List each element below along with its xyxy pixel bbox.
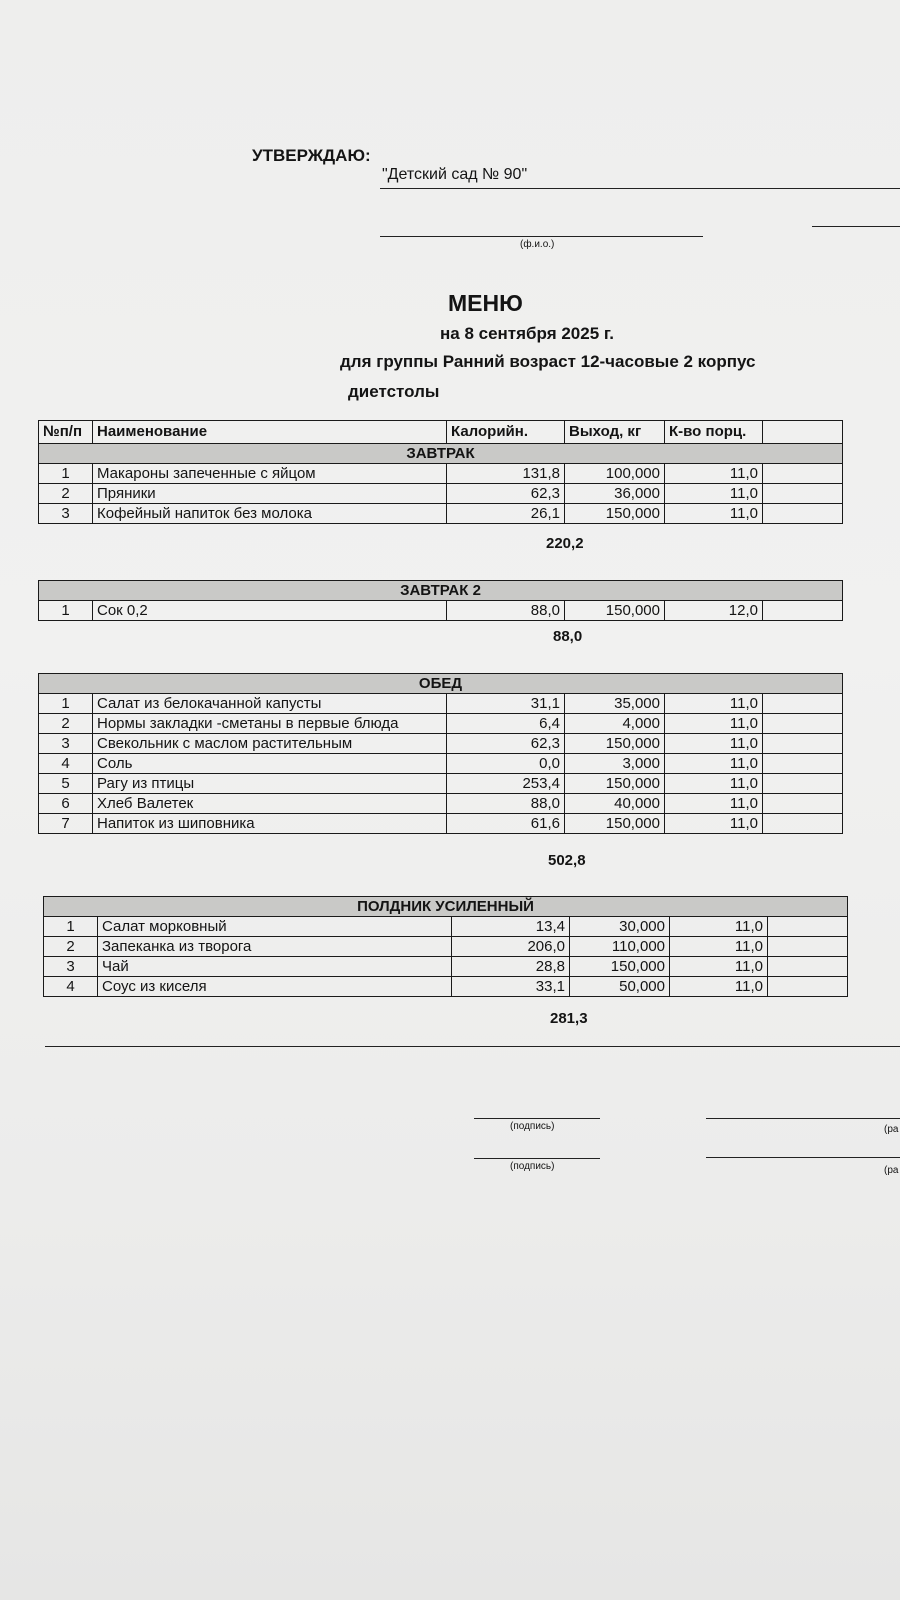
table-row [44,937,848,957]
cell-output: 35,000 [565,694,665,714]
cell-index: 4 [39,754,93,774]
signature-right-caption-1: (ра [884,1124,899,1135]
cell-index: 1 [39,464,93,484]
bottom-divider [45,1046,900,1047]
cell-index: 3 [44,957,98,977]
table-row [44,917,848,937]
cell-index: 2 [39,714,93,734]
cell-portions: 11,0 [665,734,763,754]
cell-output: 150,000 [565,774,665,794]
menu-subgroup: диетстолы [348,382,440,401]
section-title: ОБЕД [39,674,843,694]
col-header-name: Наименование [93,421,447,444]
cell-extra [763,464,843,484]
cell-portions: 11,0 [670,917,768,937]
organization-line [380,188,900,189]
cell-portions: 11,0 [665,754,763,774]
signature-line-1 [474,1118,600,1119]
cell-output: 30,000 [570,917,670,937]
cell-name: Салат из белокачанной капусты [93,694,447,714]
fio-caption: (ф.и.о.) [520,239,555,250]
cell-calories: 28,8 [452,957,570,977]
signature-right-caption-2: (ра [884,1165,899,1176]
cell-extra [763,601,843,621]
cell-calories: 13,4 [452,917,570,937]
table-row [39,484,843,504]
cell-name: Чай [98,957,452,977]
cell-name: Соус из киселя [98,977,452,997]
cell-extra [768,917,848,937]
lunch-table [38,673,843,834]
table-row [39,754,843,774]
section-row-snack [44,897,848,917]
menu-date: на 8 сентября 2025 г. [440,324,614,343]
cell-output: 150,000 [565,814,665,834]
cell-extra [763,484,843,504]
lunch-total: 502,8 [548,852,586,869]
cell-name: Запеканка из творога [98,937,452,957]
cell-output: 50,000 [570,977,670,997]
cell-extra [763,754,843,774]
cell-portions: 11,0 [665,774,763,794]
cell-portions: 11,0 [665,794,763,814]
page-title: МЕНЮ [448,290,523,316]
cell-portions: 11,0 [670,957,768,977]
cell-calories: 0,0 [447,754,565,774]
cell-extra [763,714,843,734]
section-row-lunch [39,674,843,694]
cell-portions: 11,0 [665,714,763,734]
table-row [39,774,843,794]
cell-extra [763,734,843,754]
cell-index: 2 [44,937,98,957]
cell-output: 40,000 [565,794,665,814]
cell-index: 6 [39,794,93,814]
cell-name: Напиток из шиповника [93,814,447,834]
cell-index: 1 [44,917,98,937]
cell-output: 110,000 [570,937,670,957]
col-header-portions: К-во порц. [665,421,763,444]
cell-extra [763,694,843,714]
table-row [39,464,843,484]
snack-total: 281,3 [550,1010,588,1027]
cell-name: Свекольник с маслом растительным [93,734,447,754]
signature-right-line-2 [706,1157,900,1158]
cell-calories: 31,1 [447,694,565,714]
col-header-index: №п/п [39,421,93,444]
cell-calories: 6,4 [447,714,565,734]
cell-portions: 11,0 [665,814,763,834]
cell-name: Рагу из птицы [93,774,447,794]
breakfast2-table [38,580,843,621]
fio-line [380,236,703,237]
cell-calories: 62,3 [447,734,565,754]
breakfast2-total: 88,0 [553,628,583,645]
section-title: ЗАВТРАК [39,444,843,464]
cell-extra [763,794,843,814]
table-row [39,694,843,714]
cell-extra [763,774,843,794]
cell-calories: 253,4 [447,774,565,794]
cell-extra [763,504,843,524]
breakfast-table [38,420,843,524]
signature-right-line-1 [706,1118,900,1119]
cell-index: 4 [44,977,98,997]
organization-name: "Детский сад № 90" [382,166,528,183]
cell-extra [768,977,848,997]
section-title: ПОЛДНИК УСИЛЕННЫЙ [44,897,848,917]
cell-portions: 11,0 [665,464,763,484]
cell-calories: 88,0 [447,794,565,814]
cell-name: Хлеб Валетек [93,794,447,814]
cell-output: 150,000 [565,734,665,754]
table-row [39,814,843,834]
signature-caption-2: (подпись) [510,1161,555,1172]
breakfast-total: 220,2 [546,535,584,552]
section-row-breakfast [39,444,843,464]
menu-group: для группы Ранний возраст 12-часовые 2 корпус [340,352,756,371]
cell-name: Макароны запеченные с яйцом [93,464,447,484]
cell-extra [768,957,848,977]
cell-output: 36,000 [565,484,665,504]
cell-portions: 11,0 [665,504,763,524]
signature-caption-1: (подпись) [510,1121,555,1132]
cell-index: 7 [39,814,93,834]
cell-output: 150,000 [565,504,665,524]
signature-line-2 [474,1158,600,1159]
snack-table [43,896,848,997]
cell-calories: 88,0 [447,601,565,621]
cell-index: 5 [39,774,93,794]
section-row-breakfast2 [39,581,843,601]
cell-name: Салат морковный [98,917,452,937]
cell-calories: 61,6 [447,814,565,834]
cell-output: 100,000 [565,464,665,484]
col-header-output: Выход, кг [565,421,665,444]
cell-output: 3,000 [565,754,665,774]
table-row [39,734,843,754]
table-row [39,601,843,621]
cell-output: 4,000 [565,714,665,734]
table-row [44,957,848,977]
table-row [39,794,843,814]
cell-name: Пряники [93,484,447,504]
cell-output: 150,000 [570,957,670,977]
cell-calories: 33,1 [452,977,570,997]
cell-name: Кофейный напиток без молока [93,504,447,524]
right-line [812,226,900,227]
cell-extra [763,814,843,834]
cell-portions: 11,0 [665,694,763,714]
table-row [39,714,843,734]
cell-calories: 62,3 [447,484,565,504]
table-header-row [39,421,843,444]
cell-index: 2 [39,484,93,504]
col-header-extra [763,421,843,444]
cell-portions: 11,0 [670,977,768,997]
section-title: ЗАВТРАК 2 [39,581,843,601]
cell-extra [768,937,848,957]
cell-index: 1 [39,601,93,621]
col-header-calories: Калорийн. [447,421,565,444]
cell-calories: 206,0 [452,937,570,957]
table-row [39,504,843,524]
cell-calories: 26,1 [447,504,565,524]
cell-calories: 131,8 [447,464,565,484]
table-row [44,977,848,997]
cell-index: 3 [39,504,93,524]
cell-name: Сок 0,2 [93,601,447,621]
cell-index: 1 [39,694,93,714]
approve-label: УТВЕРЖДАЮ: [252,146,371,165]
cell-portions: 11,0 [670,937,768,957]
cell-index: 3 [39,734,93,754]
cell-output: 150,000 [565,601,665,621]
cell-portions: 11,0 [665,484,763,504]
cell-name: Нормы закладки -сметаны в первые блюда [93,714,447,734]
cell-name: Соль [93,754,447,774]
cell-portions: 12,0 [665,601,763,621]
